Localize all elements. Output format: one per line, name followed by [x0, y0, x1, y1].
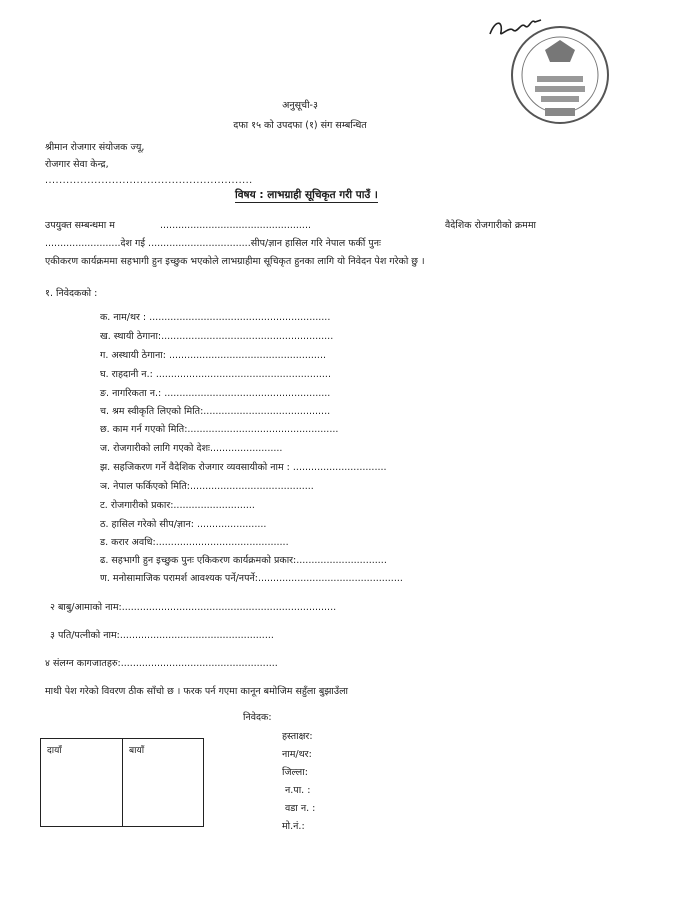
addressee-line-2: रोजगार सेवा केन्द्र,: [45, 159, 109, 170]
parents-name: २ बाबु/आमाको नाम:.......................................................................: [50, 602, 337, 613]
thumbprint-box: [40, 738, 204, 827]
body-line-3: एकीकरण कार्यक्रममा सहभागी हुन इच्छुक भएकोले लाभग्राहीमा सूचिकृत हुनका लागि यो निवेदन पेश गरेको छु ।: [45, 256, 425, 267]
ward-label: वडा न. :: [285, 803, 316, 814]
declaration: माथी पेश गरेको विवरण ठीक साँचो छ । फरक पर्न गएमा कानून बमोजिम सहुँला बुझाउँला: [45, 686, 349, 697]
schedule-title: अनुसूची-३: [282, 100, 318, 111]
addressee-line-1: श्रीमान रोजगार संयोजक ज्यू,: [45, 142, 145, 153]
field-skills-acquired: ठ. हासिल गरेको सीप/ज्ञान: .......................: [100, 519, 267, 530]
body-intro: उपयुक्त सम्बन्धमा म: [45, 220, 115, 231]
field-return-date: ञ. नेपाल फर्किएको मिति:.........................................: [100, 481, 314, 492]
applicant-label: निवेदक:: [243, 712, 272, 723]
attachments: ४ संलग्न कागजातहरु:....................................................: [45, 658, 278, 669]
field-destination-country: ज. रोजगारीको लागि गएको देशः........................: [100, 443, 283, 454]
field-contract-period: ड. करार अवधि:............................................: [100, 537, 289, 548]
field-citizenship-no: ङ. नागरिकता न.: .......................................................: [100, 388, 331, 399]
field-departure-date: छ. काम गर्न गएको मिति:..................................................: [100, 424, 339, 435]
district-label: जिल्ला:: [282, 767, 308, 778]
field-employment-type: ट. रोजगारीको प्रकार:...........................: [100, 500, 255, 511]
field-temporary-address: ग. अस्थायी ठेगाना: ....................................................: [100, 350, 326, 361]
thumbprint-divider: [122, 739, 123, 826]
field-permanent-address: ख. स्थायी ठेगाना:.........................................................: [100, 331, 334, 342]
applicant-heading: १. निवेदकको :: [45, 288, 98, 299]
body-line-1-end: वैदेशिक रोजगारीको क्रममा: [445, 220, 537, 231]
name-label: नाम/थर:: [282, 749, 312, 760]
body-line-2: .........................देश गई ..................................सीप/ज्ञान हासिल गरि नेपाल फर्की पुनः: [45, 238, 381, 249]
right-thumb-label: दायाँ: [47, 746, 62, 756]
section-reference: दफा १५ को उपदफा (१) संग सम्बन्धित: [233, 120, 367, 131]
field-program-type: ढ. सहभागी हुन इच्छुक पुनः एकिकरण कार्यक्रमको प्रकार:..............................: [100, 555, 387, 566]
addressee-line-3: ...........................................................: [45, 175, 253, 186]
municipality-label: न.पा. :: [285, 785, 311, 796]
field-passport-no: घ. राहदानी न.: ..........................................................: [100, 369, 331, 380]
field-labour-permit-date: च. श्रम स्वीकृति लिएको मिति:..........................................: [100, 406, 331, 417]
subject-line: विषय : लाभग्राही सूचिकृत गरी पाउँ ।: [235, 189, 378, 201]
office-seal: [505, 20, 615, 130]
field-name: क. नाम/थर : ............................................................: [100, 312, 331, 323]
field-psychosocial-counselling: ण. मनोसामाजिक परामर्श आवश्यक पर्ने/नपर्ने:................................................: [100, 573, 403, 584]
spouse-name: ३ पति/पत्नीको नाम:...................................................: [50, 630, 274, 641]
mobile-label: मो.नं.:: [282, 821, 305, 832]
signature-label: हस्ताक्षर:: [282, 731, 313, 742]
field-agency-name: झ. सहजिकरण गर्ने वैदेशिक रोजगार व्यवसायीको नाम : ...............................: [100, 462, 387, 473]
body-name-blank: ..................................................: [160, 220, 311, 231]
left-thumb-label: बायाँ: [129, 746, 145, 756]
